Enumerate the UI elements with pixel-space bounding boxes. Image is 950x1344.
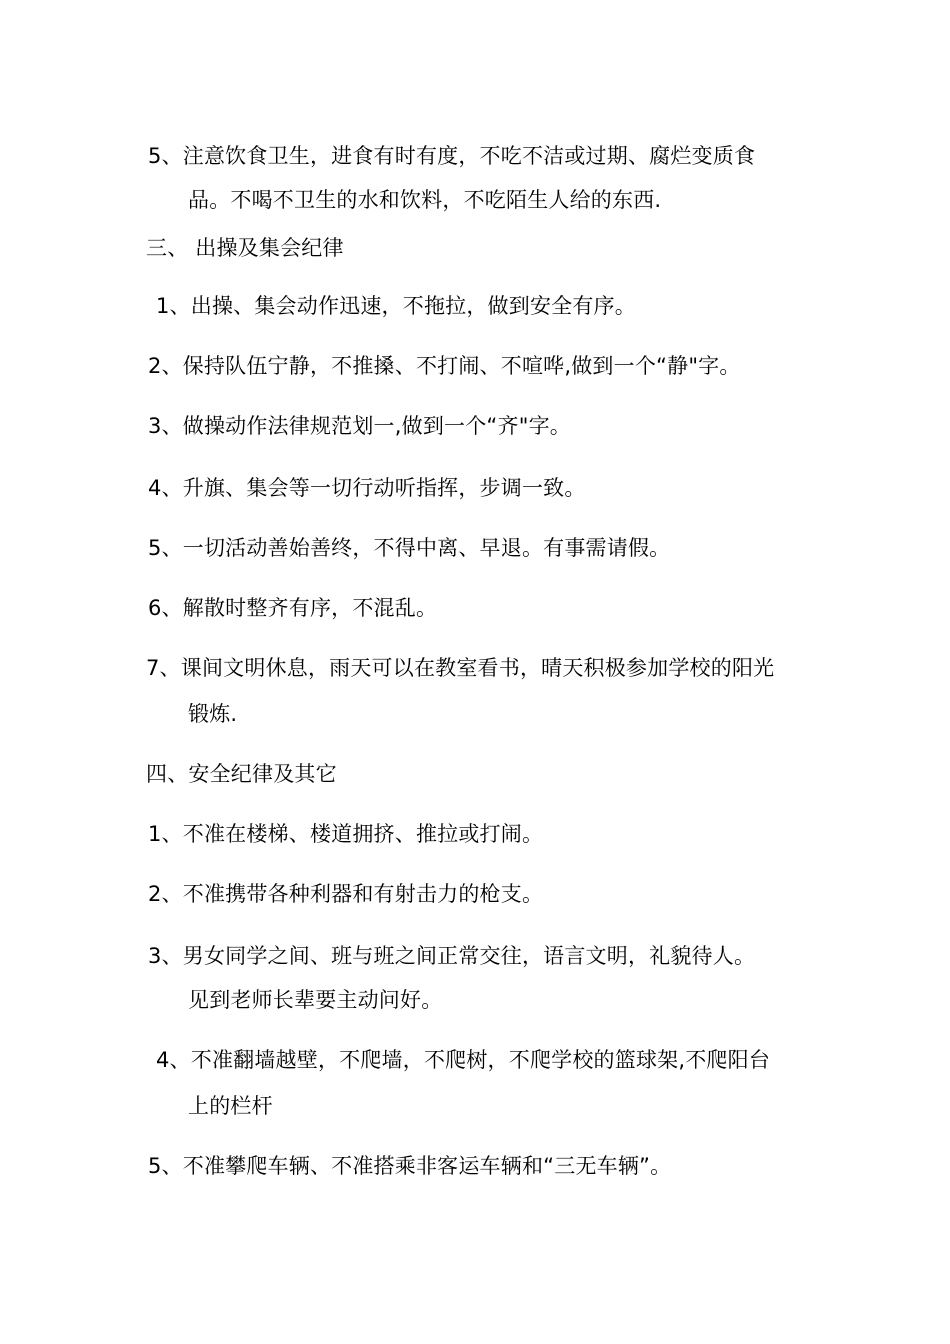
section-3-item-4: 4、升旗、集会等一切行动听指挥，步调一致。 (148, 476, 586, 500)
section-4-item-1: 1、不准在楼梯、楼道拥挤、推拉或打闹。 (148, 822, 544, 846)
section-4-item-3: 3、男女同学之间、班与班之间正常交往，语言文明，礼貌待人。 (148, 944, 756, 968)
item-5-diet-hygiene-cont: 品。不喝不卫生的水和饮料，不吃陌生人给的东西. (188, 188, 662, 212)
section-4-item-2: 2、不准携带各种利器和有射击力的枪支。 (148, 882, 544, 906)
section-3-item-5: 5、一切活动善始善终，不得中离、早退。有事需请假。 (148, 536, 671, 560)
item-5-diet-hygiene: 5、注意饮食卫生，进食有时有度，不吃不洁或过期、腐烂变质食 (148, 144, 756, 168)
section-3-heading: 三、 出操及集会纪律 (146, 236, 344, 260)
section-4-item-3-cont: 见到老师长辈要主动问好。 (188, 988, 443, 1012)
section-3-item-7-cont: 锻炼. (188, 702, 238, 726)
section-3-item-7: 7、课间文明休息，雨天可以在教室看书，晴天积极参加学校的阳光 (146, 656, 775, 680)
section-4-item-4: 4、不准翻墙越壁，不爬墙，不爬树，不爬学校的篮球架,不爬阳台 (156, 1048, 771, 1072)
section-4-item-5: 5、不准攀爬车辆、不准搭乘非客运车辆和“三无车辆”。 (148, 1154, 672, 1178)
section-4-heading: 四、安全纪律及其它 (146, 762, 337, 786)
section-3-item-3: 3、做操动作法律规范划一,做到一个“齐"字。 (148, 414, 571, 438)
section-3-item-2: 2、保持队伍宁静，不推搡、不打闹、不喧哗,做到一个“静"字。 (148, 354, 741, 378)
section-3-item-6: 6、解散时整齐有序，不混乱。 (148, 596, 438, 620)
section-4-item-4-cont: 上的栏杆 (188, 1094, 273, 1118)
section-3-item-1: 1、出操、集会动作迅速，不拖拉，做到安全有序。 (156, 294, 636, 318)
